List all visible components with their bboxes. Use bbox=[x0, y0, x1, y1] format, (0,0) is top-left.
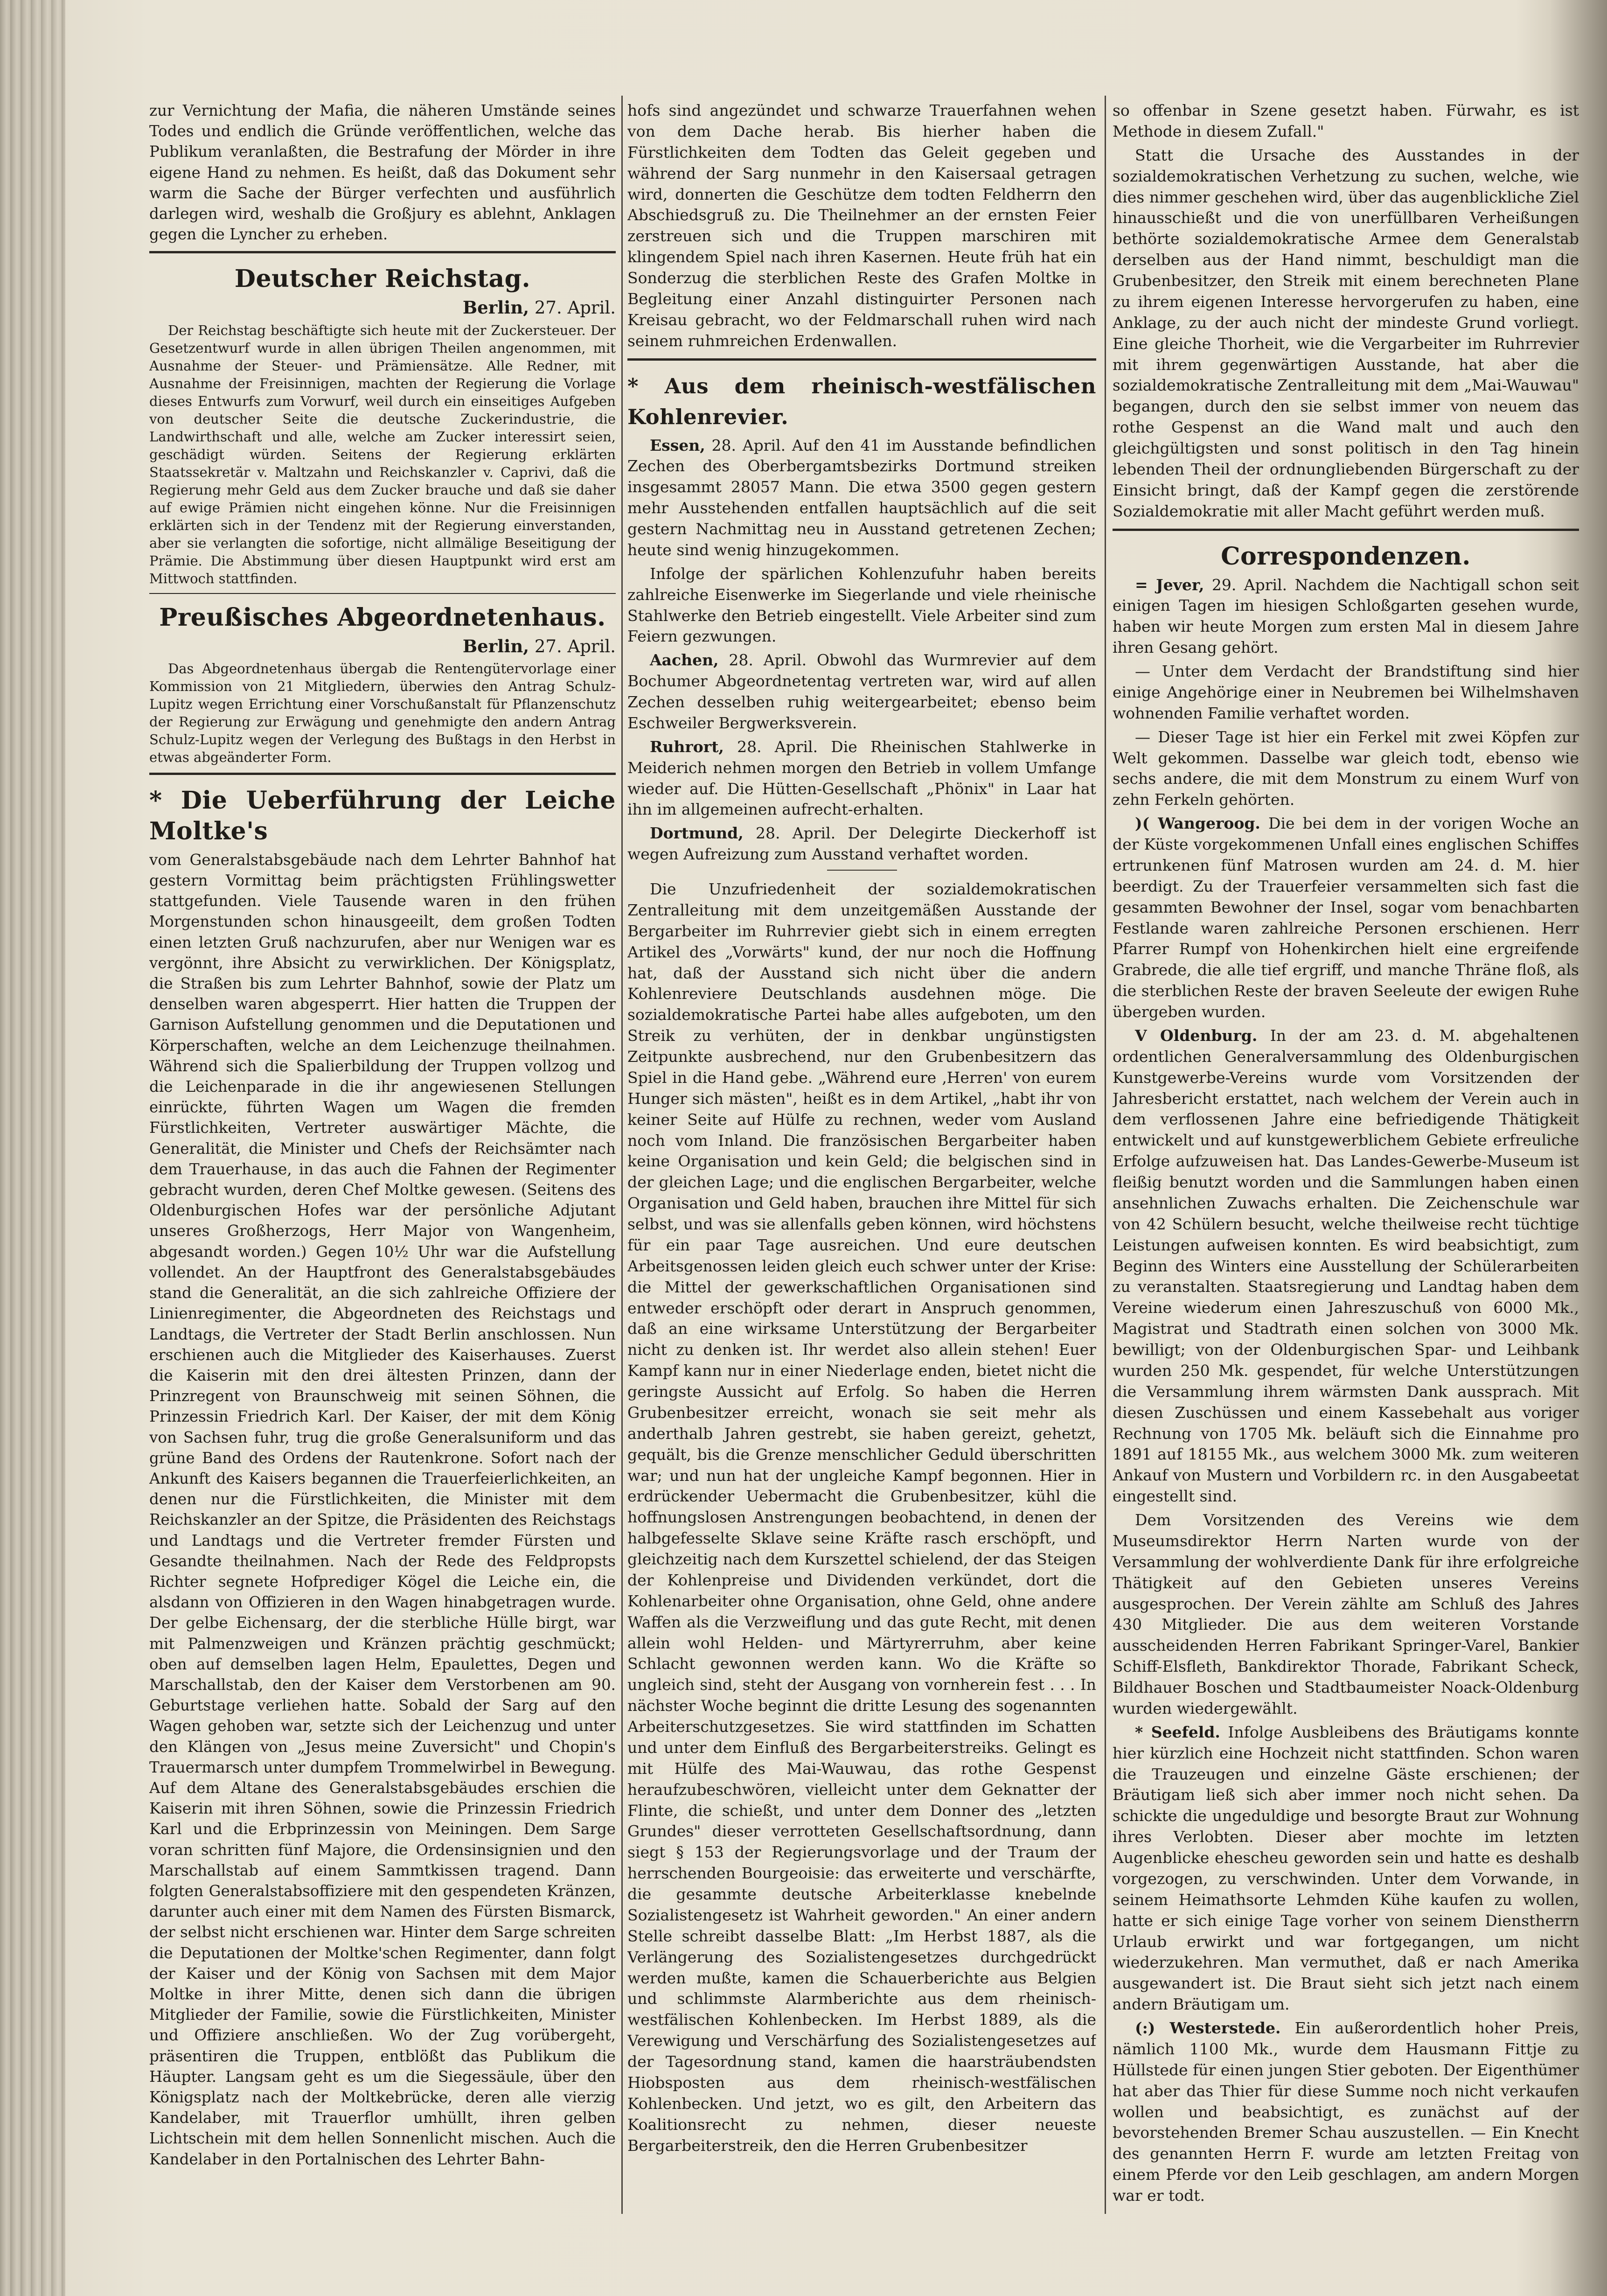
section-divider bbox=[149, 593, 616, 594]
kohlenrevier-heading: * Aus dem rheinisch-westfälischen Kohlenrevier. bbox=[627, 373, 1096, 429]
column-2 bbox=[627, 100, 1096, 2228]
abgeordnetenhaus-text: Das Abgeordnetenhaus übergab die Rentengütervorlage einer Kommission von 21 Mitgliedern, überwies den Antrag Schulz-Lupitz wegen Errichtung einer Vorschußanstalt für Pflanzenschutz der Regierung zur Erwägung und genehmigte den andern Antrag Schulz-Lupitz wegen der Verlegung des Bußtags in den Herbst in etwas abgeänderter Form. bbox=[149, 660, 616, 765]
mafia-article-end: zur Vernichtung der Mafia, die näheren Umstände seines Todes und endlich die Gründe veröffentlichen, welche das Publikum veranlaßten, die Bestrafung der Mörder in ihre eigene Hand zu nehmen. Es heißt, daß das Dokument sehr warm die Sache der Bürger verfechten und ausführlich darlegen wird, weshalb die Großjury es ablehnt, Anklagen gegen die Lyncher zu erheben. bbox=[149, 102, 616, 244]
item-text: 28. April. Auf den 41 im Ausstande befindlichen Zechen des Oberbergamtsbezirks Dortmund streiken insgesammt 28057 Mann. Die etwa 3500 gegen gestern mehr Ausstehenden entfallen hauptsächlich auf die seit gestern Nachmittag neu in Ausstand getretenen Zechen; heute sind wenig hinzugekommen. bbox=[627, 436, 1096, 559]
corr-item-oldenburg bbox=[1113, 1026, 1579, 1507]
commentary-continued: so offenbar in Szene gesetzt haben. Fürwahr, es ist Methode in diesem Zufall." bbox=[1113, 101, 1579, 140]
corr-item-brandstiftung bbox=[1113, 661, 1579, 724]
page-binding-edge bbox=[0, 0, 65, 2296]
abgeordnetenhaus-heading: Preußisches Abgeordnetenhaus. bbox=[159, 603, 606, 632]
item-text: Infolge Ausbleibens des Bräutigams konnte hier kürzlich eine Hochzeit nicht stattfinden. Schon waren die Trauzeugen und einzelne Gäste erschienen; der Bräutigam ließ sich aber immer noch nicht sehen. Da schickte die ungeduldige und besorgte Braut zur Wohnung ihres Verlobten. Dieser aber mochte im letzten Augenblicke ehescheu geworden sein und hatte es deshalb vorgezogen, zu verschwinden. Unter dem Vorwande, in seinem Heimathsorte Lehmden Kühe kaufen zu wollen, hatte er sich einige Tage vorher von seinem Dienstherrn Urlaub erwirkt und war fortgegangen, um nicht wiederzukehren. Man vermuthet, daß er nach Amerika ausgewandert ist. Die Braut sieht sich jetzt nach einem andern Bräutigam um. bbox=[1113, 1723, 1579, 2014]
moltke-heading: * Die Ueberführung der Leiche Moltke's bbox=[149, 786, 616, 845]
correspondenzen-heading: Correspondenzen. bbox=[1221, 542, 1471, 571]
moltke-article: vom Generalstabsgebäude nach dem Lehrter Bahnhof hat gestern Vormittag beim prächtigsten Frühlingswetter stattgefunden. Viele Tausende waren in den frühen Morgenstunden schon hinausgeeilt, dem großen Todten einen letzten Gruß nachzurufen, aber nur Wenigen war es vergönnt, ihre Absicht zu verwirklichen. Der Königsplatz, die Straßen bis zum Lehrter Bahnhof, sowie der Platz um denselben waren abgesperrt. Hier hatten die Truppen der Garnison Aufstellung genommen und die Deputationen und Körperschaften, welche an dem Leichenzuge theilnahmen. Während sich die Spalierbildung der Truppen vollzog und die Leichenparade in die ihr angewiesenen Stellungen einrückte, führten Wagen um Wagen die fremden Fürstlichkeiten, Vertreter auswärtiger Mächte, die Generalität, die Minister und Chefs der Reichsämter nach dem Trauerhause, in das auch die Fahnen der Regimenter gebracht wurden, deren Chef Moltke gewesen. (Seitens des Oldenburgischen Hofes war der persönliche Adjutant unseres Großherzogs, Herr Major von Wangenheim, abgesandt worden.) Gegen 10½ Uhr war die Aufstellung vollendet. An der Hauptfront des Generalstabsgebäudes stand die Generalität, an die sich zahlreiche Offiziere der Linienregimenter, die Abgeordneten des Reichstags und Landtags, die Vertreter der Stadt Berlin anschlossen. Nun erschienen auch die Mitglieder des Kaiserhauses. Zuerst die Kaiserin mit den drei ältesten Prinzen, dann der Prinzregent von Braunschweig mit seinen Söhnen, die Prinzessin Friedrich Karl. Der Kaiser, der mit dem König von Sachsen fuhr, trug die große Generalsuniform und das grüne Band des Ordens der Rautenkrone. Sofort nach der Ankunft des Kaisers begannen die Trauerfeierlichkeiten, an denen nur die Fürstlichkeiten, die Minister mit dem Reichskanzler an der Spitze, die Präsidenten des Reichstags und Landtags und die Vertreter fremder Fürsten und Gesandte theilnahmen. Nach der Rede des Feldpropsts Richter segnete Hofprediger Kögel die Leiche ein, die alsdann von Offizieren in den Wagen hinabgetragen wurde. Der gelbe Eichensarg, der die sterbliche Hülle birgt, war mit Palmenzweigen und Kränzen prächtig geschmückt; oben auf demselben lagen Helm, Epaulettes, Degen und Marschallstab, den der Kaiser dem Verstorbenen am 90. Geburtstage verliehen hatte. Sobald der Sarg auf den Wagen gehoben war, setzte sich der Leichenzug und unter den Klängen von „Jesus meine Zuversicht" und Chopin's Trauermarsch unter dumpfem Trommelwirbel in Bewegung. Auf dem Altane des Generalstabsgebäudes erschien die Kaiserin mit ihren Söhnen, sowie die Prinzessin Friedrich Karl und die Erbprinzessin von Meiningen. Dem Sarge voran schritten fünf Majore, die Ordensinsignien und den Marschallstab auf einem Sammtkissen tragend. Dann folgten Generalstabsoffiziere mit den gespendeten Kränzen, darunter auch einer mit dem Namen des Fürsten Bismarck, der selbst nicht erschienen war. Hinter dem Sarge schreiten die Deputationen der Moltke'schen Regimenter, dann folgt der Kaiser und der König von Sachsen mit dem Major Moltke in ihrer Mitte, denen sich dann die übrigen Mitglieder der Familie, sowie die Fürstlichkeiten, Minister und Offiziere anschließen. Wo der Zug vorübergeht, präsentiren die Truppen, entblößt das Publikum die Häupter. Langsam geht es um die Siegessäule, über den Königsplatz nach der Moltkebrücke, deren alle vierzig Kandelaber, mit Trauerflor umhüllt, ihren gelben Lichtschein mit dem hellen Sonnenlicht mischen. Auch die Kandelaber in den Portalnischen des Lehrter Bahn- bbox=[149, 851, 616, 2168]
column-rule-2 bbox=[1105, 96, 1106, 2214]
corr-item-westerstede bbox=[1113, 2018, 1579, 2206]
item-place: Essen, bbox=[650, 436, 705, 454]
item-place: Ruhrort, bbox=[650, 737, 724, 756]
item-place: )( Wangeroog. bbox=[1135, 814, 1260, 833]
item-text: — Dieser Tage ist hier ein Ferkel mit zwei Köpfen zur Welt gekommen. Dasselbe war gleich todt, ebenso wie sechs andere, die mit dem Monstrum zu einem Wurf von zehn Ferkeln gehörten. bbox=[1113, 727, 1579, 809]
item-text: Die bei dem in der vorigen Woche an der Küste vorgekommenen Unfall eines englischen Schiffes ertrunkenen fünf Matrosen wurden am 24. d. M. hier beerdigt. Zu der Trauerfeier versammelten sich fast die gesammten Bewohner der Insel, sogar vom benachbarten Festlande waren zahlreiche Personen erschienen. Herr Pfarrer Rumpf von Hohenkirchen hielt eine ergreifende Grabrede, die alle tief ergriff, und manche Thräne floß, als die sterblichen Reste der braven Seeleute der ewigen Ruhe übergeben wurden. bbox=[1113, 814, 1579, 1021]
reichstag-heading: Deutscher Reichstag. bbox=[234, 265, 531, 293]
moltke-article-continued: hofs sind angezündet und schwarze Trauerfahnen wehen von dem Dache herab. Bis hierher haben die Fürstlichkeiten dem Todten das Geleit gegeben und während der Sarg nunmehr in den Kaisersaal getragen wird, donnerten die Geschütze dem todten Feldherrn den Abschiedsgruß zu. Die Theilnehmer an der ernsten Feier zerstreuen sich und die Truppen marschiren mit klingendem Spiel nach ihren Kasernen. Heute früh hat ein Sonderzug die sterblichen Reste des Grafen Moltke in Begleitung einer Anzahl distinguirter Personen nach Kreisau gebracht, wo der Feldmarschall ruhen wird nach seinem ruhmreichen Erdenwallen. bbox=[627, 101, 1096, 350]
corr-item-wangeroog bbox=[1113, 813, 1579, 1023]
item-text: 28. April. Der Delegirte Dieckerhoff ist wegen Aufreizung zum Ausstand verhaftet worden. bbox=[627, 824, 1096, 864]
abgeordnetenhaus-date: 27. April. bbox=[534, 636, 616, 656]
section-divider bbox=[149, 773, 616, 775]
reichstag-text: Der Reichstag beschäftigte sich heute mit der Zuckersteuer. Der Gesetzentwurf wurde in allen übrigen Theilen angenommen, mit Ausnahme der Steuer- und Prämiensätze. Alle Redner, mit Ausnahme der Freisinnigen, machten der Regierung die Vorlage dieses Entwurfs zum Vorwurf, weil durch ein einseitiges Aufgeben von deutscher Seite die deutsche Zuckerindustrie, die Landwirthschaft und alle, welche am Zucker interessirt seien, geschädigt würden. Seitens der Regierung erklärten Staatssekretär v. Maltzahn und Reichskanzler v. Caprivi, daß die Regierung mehr Geld aus dem Zucker brauche und daß sie daher auf ewige Prämien nicht eingehen könne. Nur die Freisinnigen erklärten sich in der Tendenz mit der Regierung einverstanden, aber sie verlangten die sofortige, nicht allmälige Beseitigung der Prämie. Die Abstimmung über diesen Hauptpunkt wird erst am Mittwoch stattfinden. bbox=[149, 322, 616, 586]
short-divider bbox=[827, 870, 897, 871]
item-text: Infolge der spärlichen Kohlenzufuhr haben bereits zahlreiche Eisenwerke im Siegerlande und viele rheinische Stahlwerke den Betrieb eingestellt. Viele Arbeiter sind zum Feiern gezwungen. bbox=[627, 564, 1096, 646]
kohlenrevier-item-infolge bbox=[627, 564, 1096, 648]
corr-item-jever bbox=[1113, 575, 1579, 659]
item-text: 28. April. Obwohl das Wurmrevier auf dem Bochumer Abgeordnetentag vertreten war, wird auf allen Zechen desselben ruhig weitergearbeitet; ebenso beim Eschweiler Bergwerksverein. bbox=[627, 651, 1096, 732]
kohlenrevier-item-essen bbox=[627, 435, 1096, 561]
commentary-paragraph: Statt die Ursache des Ausstandes in der sozialdemokratischen Verhetzung zu suchen, welche, wie dies nimmer geschehen wird, über das augenblickliche Ziel hinausschießt und die von unerfüllbaren Verheißungen bethörte sozialdemokratische Armee dem Generalstab derselben aus der Hand nimmt, beschuldigt man die Grubenbesitzer, den Streik mit einem berechneten Plane zu ihrem eigenen Interesse hervorgerufen zu haben, eine Anklage, zu der auch nicht der mindeste Grund vorliegt. Eine gleiche Thorheit, wie die Vergarbeiter im Ruhrrevier mit ihrem gegenwärtigen Ausstande, hat aber die sozialdemokratische Zentralleitung mit dem „Mai-Wauwau" begangen, durch den sie selbst immer von neuem das rothe Gespenst an die Wand malt und auch den gleichgültigsten und sonst politisch in den Tag hinein lebenden Theil der ordnungliebenden Bürgerschaft zu der Einsicht bringt, daß der Kampf gegen die zerstörende Sozialdemokratie mit aller Macht geführt werden muß. bbox=[1113, 146, 1579, 520]
reichstag-place: Berlin, bbox=[462, 297, 529, 318]
item-place: * Seefeld. bbox=[1135, 1723, 1220, 1741]
section-divider bbox=[627, 358, 1096, 361]
corr-item-ferkel bbox=[1113, 727, 1579, 811]
kohlenrevier-item-ruhrort bbox=[627, 737, 1096, 821]
item-text: — Unter dem Verdacht der Brandstiftung sind hier einige Angehörige einer in Neubremen bei Wilhelmshaven wohnenden Familie verhaftet worden. bbox=[1113, 662, 1579, 722]
item-text: Ein außerordentlich hoher Preis, nämlich 1100 Mk., wurde dem Hausmann Fittje zu Hüllstede für einen jungen Stier geboten. Der Eigenthümer hat aber das Thier für diese Summe noch nicht verkaufen wollen und beabsichtigt, es zunächst auf der bevorstehenden Bremer Schau auszustellen. — Ein Knecht des genannten Herrn F. wurde am letzten Freitag von einem Pferde vor den Leib geschlagen, am andern Morgen war er todt. bbox=[1113, 2019, 1579, 2205]
abgeordnetenhaus-report bbox=[149, 660, 616, 766]
abgeordnetenhaus-place: Berlin, bbox=[462, 635, 529, 656]
section-divider bbox=[149, 251, 616, 253]
item-place: Aachen, bbox=[650, 651, 719, 670]
kohlenrevier-item-aachen bbox=[627, 650, 1096, 734]
abgeordnetenhaus-dateline bbox=[149, 636, 616, 657]
item-text: In der am 23. d. M. abgehaltenen ordentlichen Generalversammlung des Oldenburgischen Kunstgewerbe-Vereins wurde vom Vorsitzenden der Jahresbericht erstattet, nach welchem der Verein auch in dem verflossenen Jahre eine befriedigende Thätigkeit entwickelt und auf kunstgewerblichem Gebiete erfreuliche Erfolge aufzuweisen hat. Das Landes-Gewerbe-Museum ist fleißig benutzt worden und die Sammlungen haben einen ansehnlichen Zuwachs erhalten. Die Zeichenschule war von 42 Schülern besucht, welche theilweise recht tüchtige Leistungen aufweisen konnten. Es wird beabsichtigt, zum Beginn des Winters eine Ausstellung der Schülerarbeiten zu veranstalten. Staatsregierung und Landtag haben dem Vereine wiederum einen Jahreszuschuß von 6000 Mk., Magistrat und Stadtrath einen solchen von 3000 Mk. bewilligt; von der Oldenburgischen Spar- und Leihbank wurden 250 Mk. gespendet, für welche Unterstützungen die Versammlung ihrem wärmsten Dank aussprach. Mit diesen Zuschüssen und einem Kassebehalt aus voriger Rechnung von 1705 Mk. beläuft sich die Einnahme pro 1891 auf 18155 Mk., aus welchem 3000 Mk. zum weiteren Ankauf von Mustern und Vorbildern rc. in den Ausgabeetat eingestellt sind. bbox=[1113, 1026, 1579, 1506]
item-place: Dortmund, bbox=[650, 824, 744, 843]
column-1 bbox=[149, 100, 616, 2228]
reichstag-dateline bbox=[149, 297, 616, 318]
item-place: = Jever, bbox=[1135, 575, 1204, 594]
item-place: V Oldenburg. bbox=[1135, 1026, 1258, 1045]
column-3 bbox=[1113, 100, 1579, 2228]
corr-item-oldenburg-cont bbox=[1113, 1510, 1579, 1719]
item-place: (:) Westerstede. bbox=[1135, 2019, 1281, 2037]
reichstag-report bbox=[149, 321, 616, 587]
item-text: 28. April. Die Rheinischen Stahlwerke in Meiderich nehmen morgen den Betrieb in vollem Umfange wieder auf. Die Hütten-Gesellschaft „Phönix" in Laar hat ihn im allgemeinen aufrecht-erhalten. bbox=[627, 737, 1096, 819]
kohlenrevier-commentary: Die Unzufriedenheit der sozialdemokratischen Zentralleitung mit dem unzeitgemäßen Ausstande der Bergarbeiter im Ruhrrevier giebt sich in einem erregten Artikel des „Vorwärts" kund, der nur noch die Hoffnung hat, daß der Ausstand sich nicht über die andern Kohlenreviere Deutschlands ausdehnen möge. Die sozialdemokratische Partei habe alles aufgeboten, um den Streik zu verhüten, der in denkbar ungünstigsten Zeitpunkte ausbrechend, nur den Grubenbesitzern das Spiel in die Hand gebe. „Während eure ‚Herren' von eurem Hunger sich mästen", heißt es in dem Artikel, „habt ihr von keiner Seite auf Hülfe zu rechnen, weder vom Ausland noch vom Inland. Die französischen Bergarbeiter haben keine Organisation und kein Geld; die belgischen sind in der gleichen Lage; und die englischen Bergarbeiter, welche Organisation und Geld haben, brauchen ihre Mittel für sich selbst, und was sie allenfalls geben können, wird höchstens für ein paar Tage ausreichen. Und eure deutschen Arbeitsgenossen leiden gleich euch schwer unter der Krise: die Mittel der gewerkschaftlichen Organisationen sind entweder erschöpft oder derart in Anspruch genommen, daß an eine wirksame Unterstützung der Bergarbeiter nicht zu denken ist. Ihr werdet also allein stehen! Euer Kampf kann nur in einer Niederlage enden, bietet nicht die geringste Aussicht auf Erfolg. So haben die Herren Grubenbesitzer erreicht, wonach sie seit mehr als anderthalb Jahren gestrebt, sie haben gereizt, gehetzt, gequält, bis die Grenze menschlicher Geduld überschritten war; und nun hat der ungleiche Kampf begonnen. Hier in erdrückender Uebermacht die Grubenbesitzer, kühl die hoffnungslosen Anstrengungen beobachtend, in denen der halbgefesselte Sklave seine Kräfte rasch erschöpft, und gleichzeitig nach dem Kurszettel schielend, der das Steigen der Kohlenpreise und Dividenden verkündet, dort die Kohlenarbeiter ohne Organisation, ohne Geld, ohne andere Waffen als die Verzweiflung und das gute Recht, mit denen allein wohl Helden- und Märtyrerruhm, aber keine Schlacht gewonnen werden kann. Wo die Kräfte so ungleich sind, steht der Ausgang von vornherein fest . . . In nächster Woche beginnt die dritte Lesung des sogenannten Arbeiterschutzgesetzes. Sie wird stattfinden im Schatten und unter dem Einfluß des Bergarbeiterstreiks. Gelingt es mit Hülfe des Mai-Wauwau, das rothe Gespenst heraufzubeschwören, vielleicht unter dem Geknatter der Flinte, die schießt, und unter dem Donner des „letzten Grundes" dieser verrotteten Gesellschaftsordnung, dann siegt § 153 der Regierungsvorlage und der Traum der herrschenden Bourgeoisie: das erweiterte und verschärfte, die gesammte deutsche Arbeiterklasse knebelnde Sozialistengesetz ist Wahrheit geworden." An einer andern Stelle schreibt dasselbe Blatt: „Im Herbst 1887, als die Verlängerung des Sozialistengesetzes durchgedrückt werden mußte, kamen die Schauerberichte aus Belgien und schlimmste Alarmberichte aus dem rheinisch-westfälischen Kohlenbecken. Im Herbst 1889, als die Verewigung und Verschärfung des Sozialistengesetzes auf der Tagesordnung stand, kamen die haarsträubendsten Hiobsposten aus dem rheinisch-westfälischen Kohlenbecken. Und jetzt, wo es gilt, den Arbeitern das Koalitionsrecht zu nehmen, dieser neueste Bergarbeiterstreik, den die Herren Grubenbesitzer bbox=[627, 880, 1096, 2155]
section-divider bbox=[1113, 529, 1579, 531]
kohlenrevier-item-dortmund bbox=[627, 823, 1096, 865]
reichstag-date: 27. April. bbox=[534, 298, 616, 318]
item-text: Dem Vorsitzenden des Vereins wie dem Museumsdirektor Herrn Narten wurde von der Versammlung der wohlverdiente Dank für ihre erfolgreiche Thätigkeit auf den Gebieten unseres Vereins ausgesprochen. Der Verein zählte am Schluß des Jahres 430 Mitglieder. Die aus dem weiteren Vorstande ausscheidenden Herren Fabrikant Springer-Varel, Bankier Schiff-Elsfleth, Bankdirektor Thorade, Fabrikant Scheck, Bildhauer Boschen und Stadtbaumeister Noack-Oldenburg wurden wiedergewählt. bbox=[1113, 1511, 1579, 1717]
column-rule-1 bbox=[621, 96, 623, 2214]
corr-item-seefeld bbox=[1113, 1722, 1579, 2015]
item-text: 29. April. Nachdem die Nachtigall schon seit einigen Tagen im hiesigen Schloßgarten gesehen wurde, haben wir heute Morgen zum ersten Mal in diesem Jahre ihren Gesang gehört. bbox=[1113, 575, 1579, 657]
